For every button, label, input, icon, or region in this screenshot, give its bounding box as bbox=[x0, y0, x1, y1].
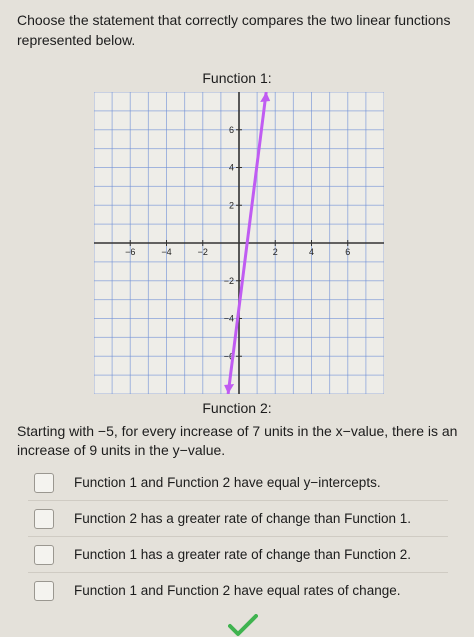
x-tick-label: −6 bbox=[125, 247, 136, 257]
option-function-2-greater-rate[interactable] bbox=[28, 501, 448, 537]
option-label: Function 1 has a greater rate of change than Function 2. bbox=[74, 547, 411, 562]
checkbox-icon[interactable] bbox=[34, 545, 54, 565]
function-1-title: Function 1: bbox=[202, 70, 272, 86]
y-tick-label: 2 bbox=[228, 200, 234, 211]
option-label: Function 1 and Function 2 have equal rates of change. bbox=[74, 583, 401, 598]
answer-options bbox=[28, 465, 448, 608]
checkbox-icon[interactable] bbox=[34, 473, 54, 493]
option-function-1-greater-rate[interactable] bbox=[28, 537, 448, 573]
y-tick-label: 6 bbox=[228, 124, 234, 135]
x-tick-label: −4 bbox=[161, 247, 172, 257]
function-2-description: Starting with −5, for every increase of 7 units in the x−value, there is an increase of 9 units in the y−value. bbox=[17, 423, 458, 458]
y-tick-label: −6 bbox=[223, 351, 234, 362]
option-equal-y-intercepts[interactable] bbox=[28, 465, 448, 501]
check-mark-icon bbox=[228, 614, 258, 637]
checkbox-icon[interactable] bbox=[34, 581, 54, 601]
y-tick-label: −2 bbox=[223, 275, 234, 286]
x-tick-label: 4 bbox=[308, 247, 315, 257]
option-label: Function 2 has a greater rate of change than Function 1. bbox=[74, 511, 411, 526]
option-label: Function 1 and Function 2 have equal y−intercepts. bbox=[74, 475, 381, 490]
y-tick-label: −4 bbox=[223, 313, 234, 324]
x-tick-label: −2 bbox=[197, 247, 208, 257]
x-tick-label: 6 bbox=[345, 247, 351, 257]
function-2-title: Function 2: bbox=[202, 400, 272, 416]
graph-svg bbox=[94, 92, 384, 394]
checkbox-icon[interactable] bbox=[34, 509, 54, 529]
y-tick-label: 4 bbox=[228, 162, 234, 173]
option-equal-rates[interactable] bbox=[28, 573, 448, 608]
question-prompt: Choose the statement that correctly compares the two linear functions represented below. bbox=[17, 12, 451, 48]
function-1-graph bbox=[94, 92, 384, 394]
x-tick-label: 2 bbox=[272, 247, 278, 257]
